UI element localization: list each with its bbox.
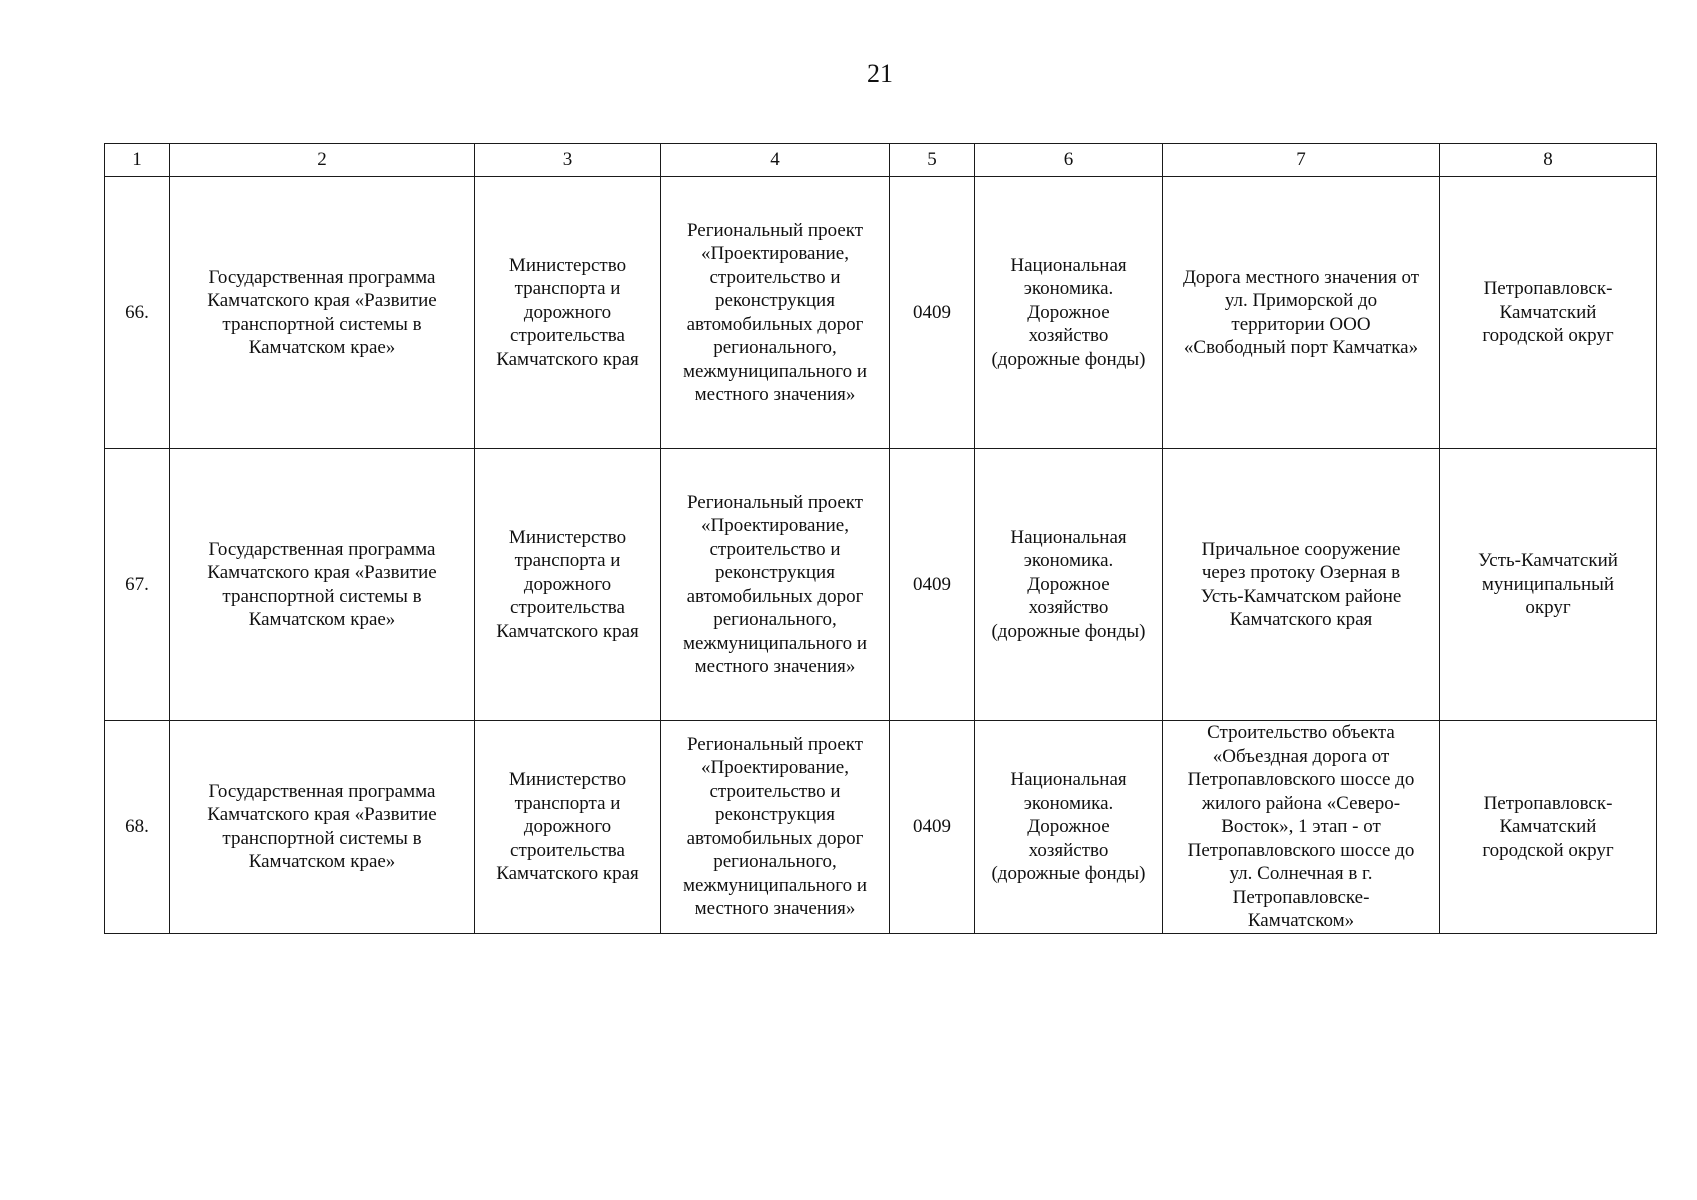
table-row (105, 449, 1657, 721)
section-cell: Национальная экономика. Дорожное хозяйство (дорожные фонды) (975, 449, 1163, 721)
section-cell: Национальная экономика. Дорожное хозяйство (дорожные фонды) (975, 177, 1163, 449)
column-number: 1 (105, 144, 170, 177)
code-cell: 0409 (890, 177, 975, 449)
location-cell: Петропавловск- Камчатский городской округ (1440, 177, 1657, 449)
column-number: 3 (475, 144, 661, 177)
column-number: 7 (1163, 144, 1440, 177)
location-cell: Усть-Камчатский муниципальный округ (1440, 449, 1657, 721)
column-number: 6 (975, 144, 1163, 177)
project-cell: Региональный проект «Проектирование, строительство и реконструкция автомобильных дорог регионального, межмуниципального и местного значения» (661, 721, 890, 934)
row-number: 67. (105, 449, 170, 721)
code-cell: 0409 (890, 449, 975, 721)
ministry-cell: Министерство транспорта и дорожного строительства Камчатского края (475, 177, 661, 449)
table-body (105, 144, 1657, 934)
code-cell: 0409 (890, 721, 975, 934)
program-cell: Государственная программа Камчатского края «Развитие транспортной системы в Камчатском крае» (170, 177, 475, 449)
object-cell: Дорога местного значения от ул. Приморской до территории ООО «Свободный порт Камчатка» (1163, 177, 1440, 449)
ministry-cell: Министерство транспорта и дорожного строительства Камчатского края (475, 449, 661, 721)
location-cell: Петропавловск- Камчатский городской округ (1440, 721, 1657, 934)
column-number: 4 (661, 144, 890, 177)
row-number: 68. (105, 721, 170, 934)
data-table (104, 143, 1657, 934)
ministry-cell: Министерство транспорта и дорожного строительства Камчатского края (475, 721, 661, 934)
section-cell: Национальная экономика. Дорожное хозяйство (дорожные фонды) (975, 721, 1163, 934)
object-cell: Причальное сооружение через протоку Озерная в Усть-Камчатском районе Камчатского края (1163, 449, 1440, 721)
project-cell: Региональный проект «Проектирование, строительство и реконструкция автомобильных дорог регионального, межмуниципального и местного значения» (661, 449, 890, 721)
column-number-row (105, 144, 1657, 177)
column-number: 5 (890, 144, 975, 177)
program-cell: Государственная программа Камчатского края «Развитие транспортной системы в Камчатском крае» (170, 721, 475, 934)
project-cell: Региональный проект «Проектирование, строительство и реконструкция автомобильных дорог регионального, межмуниципального и местного значения» (661, 177, 890, 449)
row-number: 66. (105, 177, 170, 449)
column-number: 2 (170, 144, 475, 177)
program-cell: Государственная программа Камчатского края «Развитие транспортной системы в Камчатском крае» (170, 449, 475, 721)
column-number: 8 (1440, 144, 1657, 177)
table-row (105, 177, 1657, 449)
object-cell: Строительство объекта «Объездная дорога от Петропавловского шоссе до жилого района «Северо- Восток», 1 этап - от Петропавловского шоссе до ул. Солнечная в г. Петропавловске- Камчатском» (1163, 721, 1440, 934)
page-number: 21 (867, 59, 893, 88)
table-row (105, 721, 1657, 934)
